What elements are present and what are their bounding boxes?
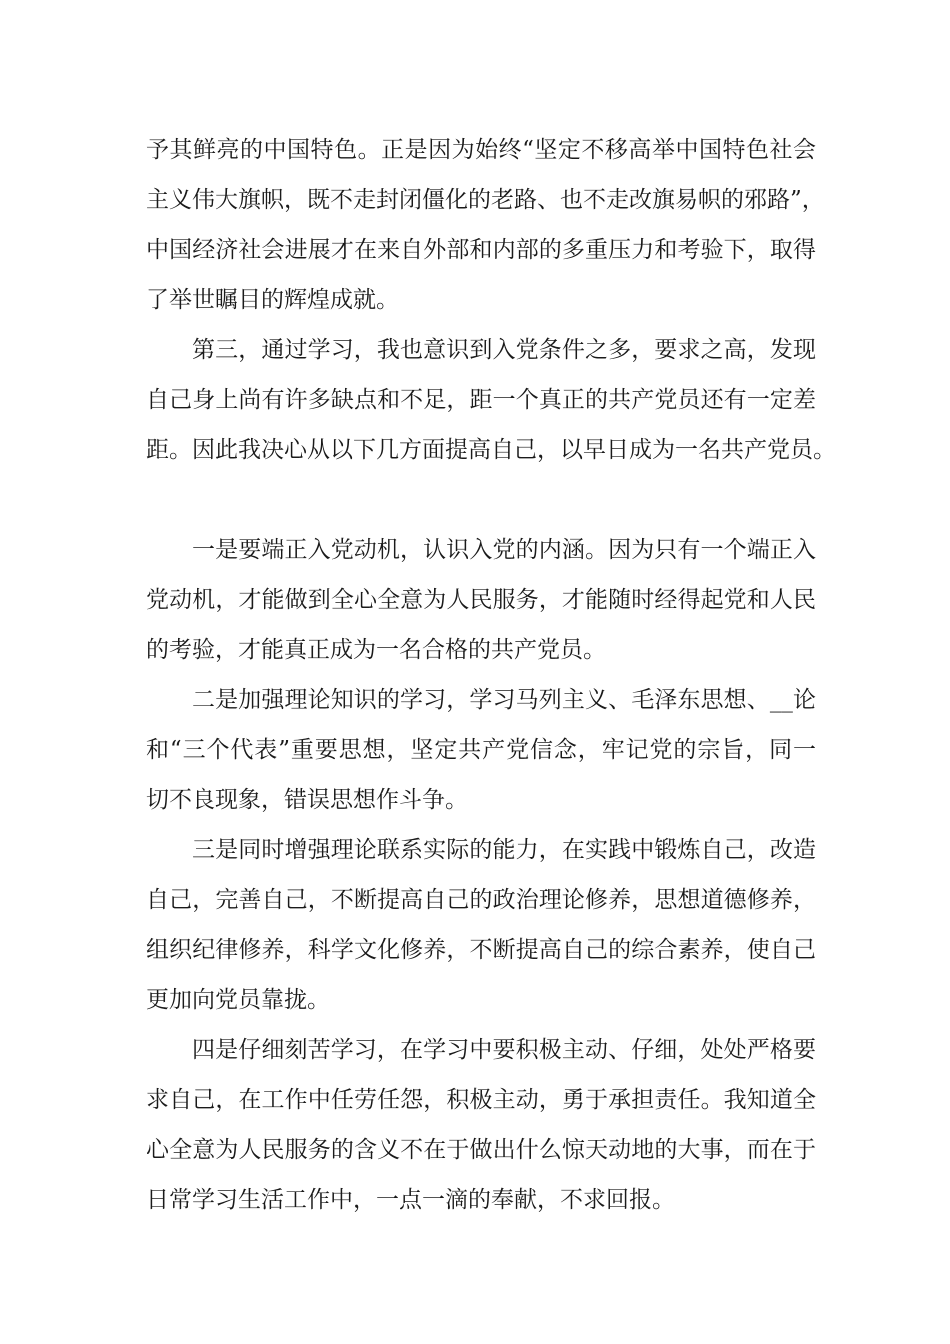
text-line: 心全意为人民服务的含义不在于做出什么惊天动地的大事，而在于 [146, 1137, 816, 1163]
text-line: 组织纪律修养，科学文化修养，不断提高自己的综合素养，使自己 [146, 937, 816, 963]
text-line: 自己身上尚有许多缺点和不足，距一个真正的共产党员还有一定差 [146, 387, 816, 413]
text-line: 中国经济社会进展才在来自外部和内部的多重压力和考验下，取得 [146, 237, 816, 263]
text-line: 距。因此我决心从以下几方面提高自己，以早日成为一名共产党员。 [146, 437, 836, 463]
paragraph-first-line: 四是仔细刻苦学习，在学习中要积极主动、仔细，处处严格要 [192, 1037, 816, 1063]
paragraph-first-line: 三是同时增强理论联系实际的能力，在实践中锻炼自己，改造 [192, 837, 816, 863]
paragraph-first-line: 二是加强理论知识的学习，学习马列主义、毛泽东思想、__论 [192, 687, 816, 713]
text-line: 日常学习生活工作中，一点一滴的奉献，不求回报。 [146, 1187, 675, 1213]
text-line: 的考验，才能真正成为一名合格的共产党员。 [146, 637, 606, 663]
text-line: 予其鲜亮的中国特色。正是因为始终“坚定不移高举中国特色社会 [146, 137, 816, 163]
paragraph-first-line: 一是要端正入党动机，认识入党的内涵。因为只有一个端正入 [192, 537, 816, 563]
text-line: 切不良现象，错误思想作斗争。 [146, 787, 468, 813]
text-line: 求自己，在工作中任劳任怨，积极主动，勇于承担责任。我知道全 [146, 1087, 816, 1113]
text-line: 更加向党员靠拢。 [146, 987, 330, 1013]
text-line: 主义伟大旗帜，既不走封闭僵化的老路、也不走改旗易帜的邪路”， [146, 187, 825, 213]
paragraph-first-line: 第三，通过学习，我也意识到入党条件之多，要求之高，发现 [192, 337, 816, 363]
text-line: 自己，完善自己，不断提高自己的政治理论修养，思想道德修养， [146, 887, 816, 913]
text-line: 党动机，才能做到全心全意为人民服务，才能随时经得起党和人民 [146, 587, 816, 613]
text-line: 和“三个代表”重要思想，坚定共产党信念，牢记党的宗旨，同一 [146, 737, 816, 763]
text-line: 了举世瞩目的辉煌成就。 [146, 287, 399, 313]
